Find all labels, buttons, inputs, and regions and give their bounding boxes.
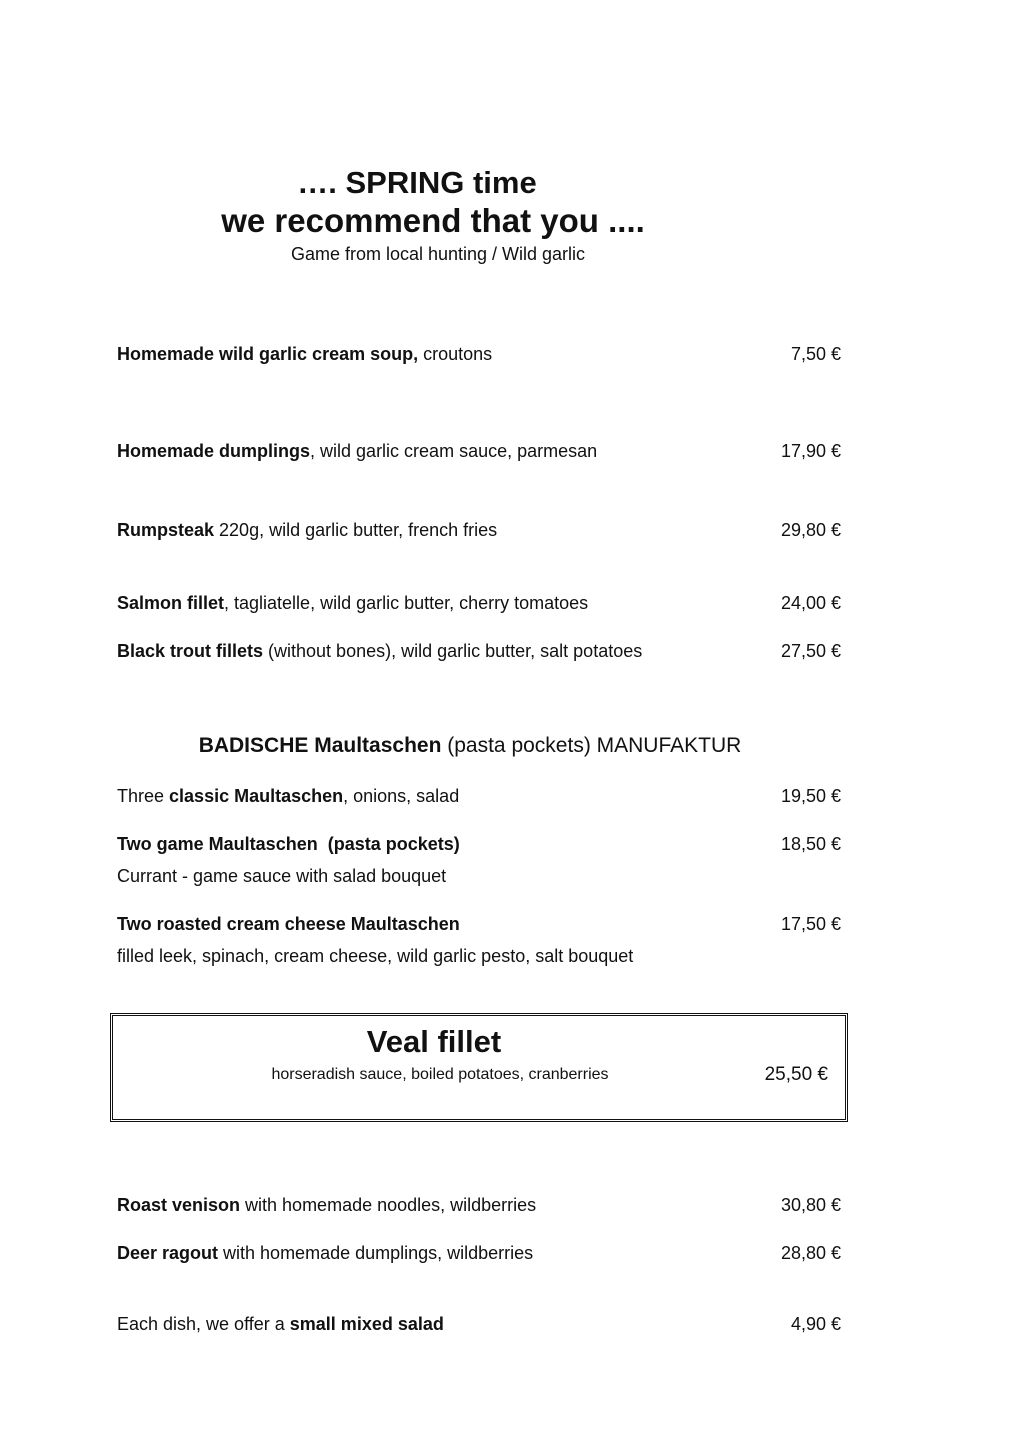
item-description <box>117 438 597 464</box>
item-detail: with homemade dumplings, wildberries <box>218 1243 534 1263</box>
item-detail: , wild garlic cream sauce, parmesan <box>310 441 598 461</box>
menu-item-classic-maultaschen <box>117 783 841 809</box>
menu-item-deer-ragout <box>117 1240 841 1266</box>
item-description <box>117 911 460 937</box>
menu-item-rumpsteak <box>117 517 841 543</box>
item-name: classic Maultaschen <box>169 786 344 806</box>
item-price: 29,80 € <box>780 520 841 540</box>
maultaschen-heading-bold: BADISCHE Maultaschen <box>198 734 442 757</box>
item-description <box>117 590 588 616</box>
item-description <box>117 1192 536 1218</box>
menu-subtitle: Game from local hunting / Wild garlic <box>290 244 586 264</box>
item-name: Homemade dumplings <box>117 441 311 461</box>
item-price: 4,90 € <box>790 1314 841 1334</box>
item-name: Two game Maultaschen (pasta pockets) <box>117 834 460 854</box>
item-price: 27,50 € <box>780 641 841 661</box>
item-description <box>117 341 492 367</box>
item-description <box>117 517 497 543</box>
item-description <box>117 783 459 809</box>
item-price: 30,80 € <box>780 1195 841 1215</box>
item-subdescription: filled leek, spinach, cream cheese, wild garlic pesto, salt bouquet <box>117 946 634 966</box>
item-description <box>117 831 460 857</box>
item-detail: 220g, wild garlic butter, french fries <box>214 520 498 540</box>
menu-item-cream-cheese-maultaschen <box>117 911 841 937</box>
item-price: 7,50 € <box>790 344 841 364</box>
item-price: 28,80 € <box>780 1243 841 1263</box>
special-description: horseradish sauce, boiled potatoes, cranberries <box>271 1066 609 1083</box>
item-subdescription: Currant - game sauce with salad bouquet <box>117 866 447 886</box>
item-description <box>117 1311 444 1337</box>
maultaschen-heading-rest: (pasta pockets) MANUFAKTUR <box>441 734 742 757</box>
menu-item-side-salad <box>117 1311 841 1337</box>
item-detail: with homemade noodles, wildberries <box>240 1195 537 1215</box>
menu-item-wild-garlic-soup <box>117 341 841 367</box>
item-name: Deer ragout <box>117 1243 219 1263</box>
item-name: Two roasted cream cheese Maultaschen <box>117 914 460 934</box>
item-name: Black trout fillets <box>117 641 264 661</box>
menu-title-line-2: we recommend that you .... <box>221 202 645 239</box>
item-price: 24,00 € <box>780 593 841 613</box>
menu-item-roast-venison <box>117 1192 841 1218</box>
menu-item-salmon-fillet <box>117 590 841 616</box>
special-price: 25,50 € <box>764 1064 828 1085</box>
item-detail: (without bones), wild garlic butter, salt potatoes <box>263 641 643 661</box>
item-name: Rumpsteak <box>117 520 215 540</box>
item-description <box>117 1240 533 1266</box>
menu-title-line-1: …. SPRING time <box>297 165 537 200</box>
item-price: 18,50 € <box>780 834 841 854</box>
maultaschen-heading <box>0 731 940 761</box>
item-name: Salmon fillet <box>117 593 225 613</box>
item-detail: , tagliatelle, wild garlic butter, cherry tomatoes <box>224 593 589 613</box>
special-title: Veal fillet <box>366 1024 502 1059</box>
item-detail: croutons <box>418 344 493 364</box>
menu-item-game-maultaschen <box>117 831 841 857</box>
menu-item-black-trout <box>117 638 841 664</box>
item-price: 19,50 € <box>780 786 841 806</box>
item-price: 17,50 € <box>780 914 841 934</box>
menu-item-homemade-dumplings <box>117 438 841 464</box>
item-prefix: Three <box>117 786 170 806</box>
item-name: Roast venison <box>117 1195 241 1215</box>
item-description <box>117 638 642 664</box>
item-price: 17,90 € <box>780 441 841 461</box>
item-name: Homemade wild garlic cream soup, <box>117 344 419 364</box>
item-name: small mixed salad <box>289 1314 444 1334</box>
item-prefix: Each dish, we offer a <box>117 1314 290 1334</box>
item-detail: , onions, salad <box>343 786 460 806</box>
